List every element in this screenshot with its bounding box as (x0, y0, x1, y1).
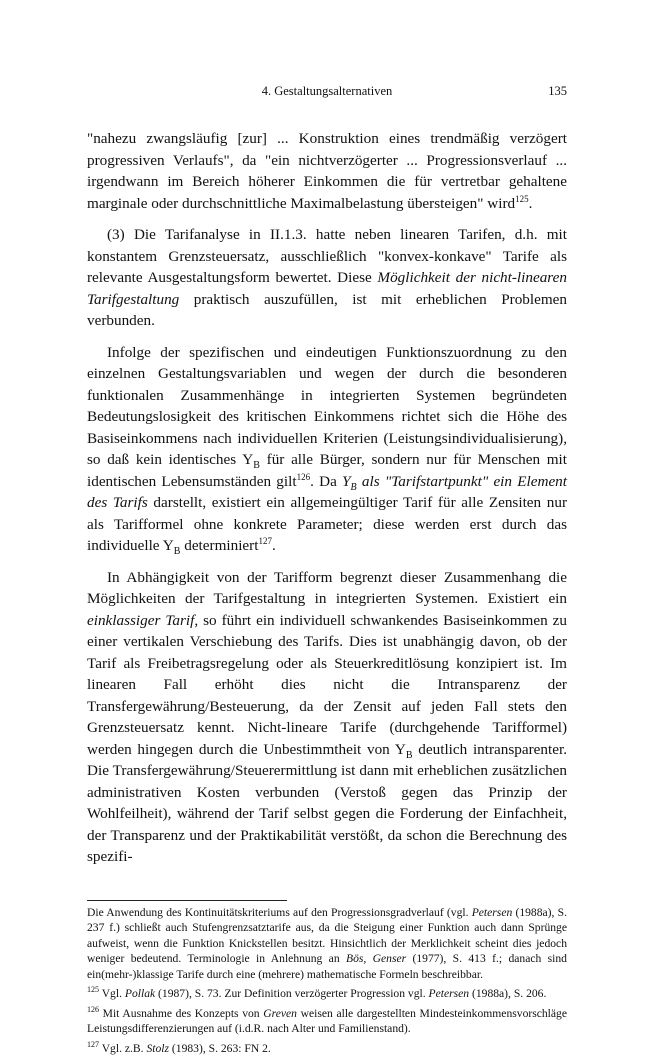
page-number: 135 (548, 84, 567, 98)
paragraph-text: deutlich intransparenter. Die Transfergewährung/Steuerermittlung ist dann mit erheblichen zusätzlichen administrativen Kosten verbunden (Verstoß gegen das Prinzip der Wohlfeilheit), während der Tarif selbst gegen die Forderung der Einfachheit, der Transparenz und der Praktikabilität verstößt, da schon die Berechnung des spezifi- (87, 740, 567, 865)
footnote-ref-125: 125 (515, 193, 529, 204)
emphasis-text: Y (342, 472, 351, 490)
footnote-number: 127 (87, 1039, 99, 1049)
emphasis-text: einklassiger Tarif (87, 611, 195, 629)
footnote-number: 125 (87, 985, 99, 995)
footnote-125 (87, 986, 567, 1002)
author-name: Petersen (471, 905, 513, 919)
paragraph-text: Infolge der spezifischen und eindeutigen Funktionszuordnung zu den einzelnen Gestaltungsvariablen und wegen der durch die besonderen funktionalen Zusammenhänge in integrierten Systemen begründeten Bedeutungslosigkeit des kritischen Einkommens richtet sich die Höhe des Basiseinkommens nach individuellen Kriterien (Leistungsindividualisierung), so daß kein identisches Y (87, 343, 567, 468)
paragraph-1 (87, 128, 567, 214)
author-name: Bös, Genser (345, 952, 407, 965)
subscript: B (405, 749, 413, 761)
paragraph-3 (87, 342, 567, 557)
emphasis-text: als "Tarifstartpunkt" ein Element des Tarifs (87, 472, 568, 511)
footnote-number: 126 (87, 1004, 99, 1014)
paragraph-text: . (271, 537, 276, 554)
paragraph-text: (3) Die Tarifanalyse in II.1.3. hatte neben linearen Tarifen, d.h. mit konstantem Grenzsteuersatz, ausschließlich "konvex-konkave" Tarife als relevante Ausgestaltungsform bewertet. Diese (87, 226, 567, 286)
footnote-continuation (87, 905, 567, 983)
author-name: Petersen (428, 987, 470, 1000)
running-header (87, 84, 567, 106)
author-name: Pollak (124, 987, 156, 1000)
paragraph-text: , so führt ein individuell schwankendes Basiseinkommen zu einer vertikalen Verschiebung des Tarifs. Dies ist unabhängig davon, ob der Tarif als Freibetragsregelung oder als Steuerkreditlösung konzipiert ist. Im linearen Fall erhöht dies nicht die Intransparenz der Transfergewährung/Besteuerung, da der Zensit auf jeden Fall stets den Grenzsteuersatz kennt. Nicht-lineare Tarife (durchgehende Tarifformel) werden hingegen durch die Unbestimmtheit von Y (87, 611, 567, 758)
paragraph-2 (87, 224, 567, 332)
subscript: B (350, 481, 357, 493)
footnote-text: (1988a), S. 206. (469, 987, 547, 1000)
footnote-ref-126: 126 (296, 471, 311, 482)
subscript: B (253, 460, 260, 472)
paragraph-4 (87, 567, 567, 868)
footnote-text: Vgl. (99, 987, 125, 1000)
main-text (87, 128, 567, 868)
paragraph-text: darstellt, existiert ein allgemeingültiger Tarif für alle Zensiten nur als Tarifformel ohne konkrete Parameter; diese werden erst durch das individuelle Y (87, 494, 567, 554)
paragraph-text: praktisch auszufüllen, ist mit erheblichen Problemen verbunden. (87, 290, 567, 329)
author-name: Stolz (146, 1041, 170, 1055)
paragraph-text: . Da (310, 472, 343, 490)
footnote-text: Die Anwendung des Kontinuitätskriteriums auf den Progressionsgradverlauf (vgl. (87, 905, 472, 919)
author-name: Greven (263, 1006, 297, 1020)
footnotes (87, 905, 567, 1057)
paragraph-text: "nahezu zwangsläufig [zur] ... Konstruktion eines trendmäßig verzögert progressiven Verlaufs", da "ein nichtverzögerter ... Progressionsverlauf ... irgendwann im Bereich höherer Einkommen die für vertretbar gehaltene marginale oder durchschnittliche Maximalbelastung übersteigen" wird (87, 130, 567, 212)
footnote-text: weisen alle dargestellten Mindesteinkommensvorschläge Leistungsdifferenzierungen auf (i.d.R. nach Alter und Familienstand). (87, 1006, 567, 1035)
subscript: B (173, 546, 181, 558)
footnote-ref-127: 127 (258, 535, 272, 546)
book-page (87, 84, 567, 1060)
footnote-127 (87, 1041, 567, 1057)
footnote-divider (87, 900, 287, 901)
paragraph-text: In Abhängigkeit von der Tarifform begrenzt dieser Zusammenhang die Möglichkeiten der Tarifgestaltung in integrierten Systemen. Existiert ein (87, 568, 567, 607)
footnote-text: (1988a), S. 237 f.) schließt auch Stufengrenzsatztarife aus, da die Steigung einer Funktion auch dann Sprünge aufweist, wenn die Funktion Knickstellen besitzt. Hinsichtlich der Merklichkeit scheint dies jedoch weniger bedeutend. Terminologie in Anlehnung an (87, 905, 567, 965)
footnote-text: (1977), S. 413 f.; danach sind ein(mehr-)klassige Tarife durch eine (mehrere) mathematische Formeln beschreibbar. (87, 952, 567, 981)
footnote-126 (87, 1006, 567, 1037)
footnote-text: Vgl. z.B. (99, 1041, 147, 1055)
paragraph-text: determiniert (180, 537, 259, 554)
emphasis-text: Möglichkeit der nicht-linearen Tarifgestaltung (87, 269, 567, 308)
paragraph-text: . (528, 194, 533, 212)
footnote-text: (1987), S. 73. Zur Definition verzögerter Progression vgl. (155, 987, 429, 1000)
footnote-text: Mit Ausnahme des Konzepts von (99, 1006, 264, 1020)
footnote-text: (1983), S. 263: FN 2. (169, 1041, 271, 1055)
chapter-title: 4. Gestaltungsalternativen (261, 84, 393, 98)
paragraph-text: für alle Bürger, sondern nur für Menschen mit identischen Lebensumständen gilt (87, 451, 567, 490)
